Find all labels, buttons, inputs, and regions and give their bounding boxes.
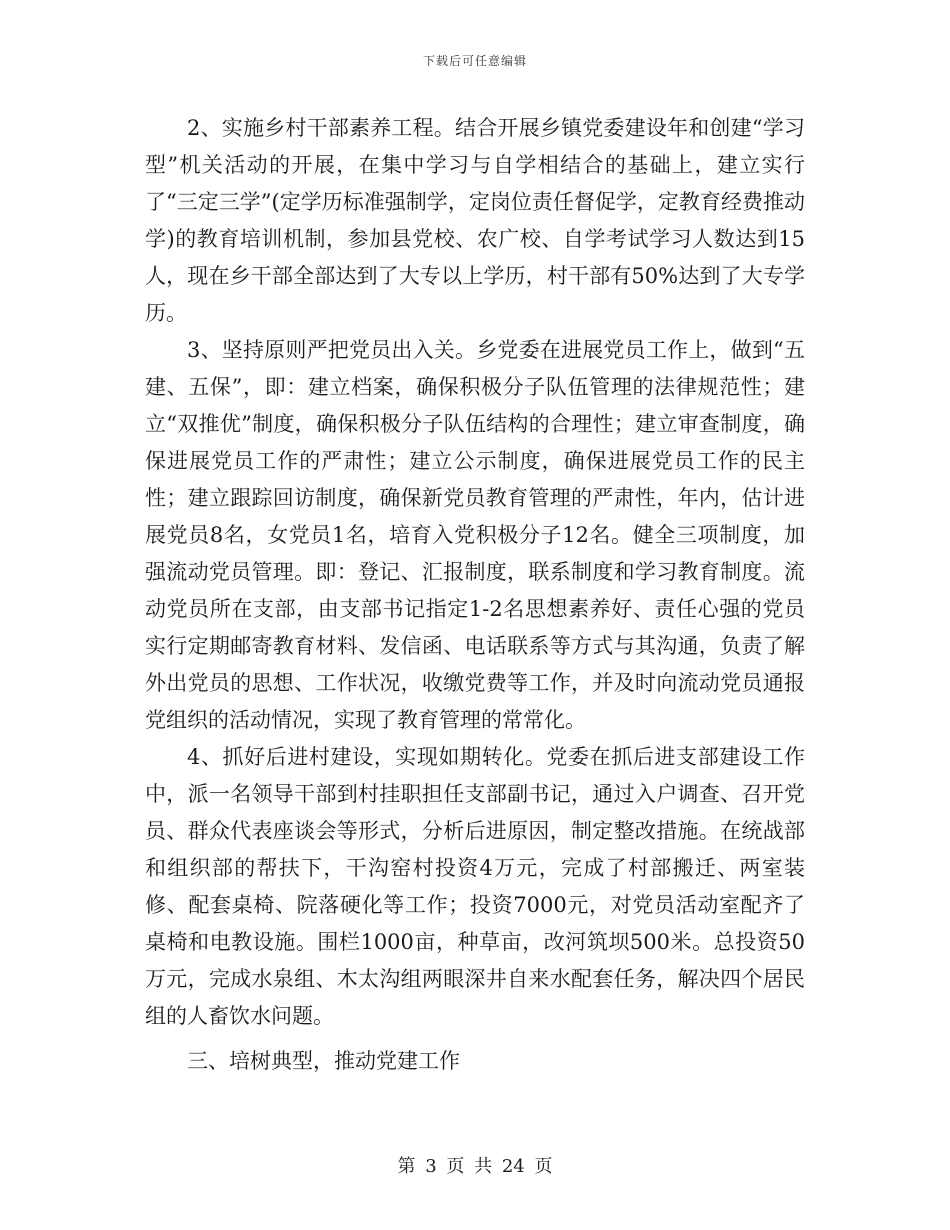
paragraph-item-3: 3、坚持原则严把党员出入关。乡党委在进展党员工作上，做到“五建、五保”，即：建立档案，确保积极分子队伍管理的法律规范性；建立“双推优”制度，确保积极分子队伍结构的合理性；建立审查制度，确保进展党员工作的严肃性；建立公示制度，确保进展党员工作的民主性；建立跟踪回访制度，确保新党员教育管理的严肃性，年内，估计进展党员8名，女党员1名，培育入党积极分子12名。健全三项制度，加强流动党员管理。即：登记、汇报制度，联系制度和学习教育制度。流动党员所在支部，由支部书记指定1-2名思想素养好、责任心强的党员实行定期邮寄教育材料、发信函、电话联系等方式与其沟通，负责了解外出党员的思想、工作状况，收缴党费等工作，并及时向流动党员通报党组织的活动情况，实现了教育管理的常常化。: [145, 338, 805, 732]
paragraph-item-4: 4、抓好后进村建设，实现如期转化。党委在抓后进支部建设工作中，派一名领导干部到村挂职担任支部副书记，通过入户调查、召开党员、群众代表座谈会等形式，分析后进原因，制定整改措施。在统战部和组织部的帮扶下，干沟窑村投资4万元，完成了村部搬迁、两室装修、配套桌椅、院落硬化等工作；投资7000元，对党员活动室配齐了桌椅和电教设施。围栏1000亩，种草亩，改河筑坝500米。总投资50万元，完成水泉组、木太沟组两眼深井自来水配套任务，解决四个居民组的人畜饮水问题。: [145, 745, 805, 1028]
document-body: [145, 110, 805, 1080]
section-heading: 三、培树典型，推动党建工作: [187, 1049, 460, 1073]
page-number: 第 3 页 共 24 页: [397, 1156, 553, 1177]
paragraph-item-2: 2、实施乡村干部素养工程。结合开展乡镇党委建设年和创建“学习型”机关活动的开展，在集中学习与自学相结合的基础上，建立实行了“三定三学”(定学历标准强制学，定岗位责任督促学，定教育经费推动学)的教育培训机制，参加县党校、农广校、自学考试学习人数达到15人，现在乡干部全部达到了大专以上学历，村干部有50%达到了大专学历。: [145, 116, 805, 325]
page-header: 下载后可任意编辑: [422, 54, 527, 68]
